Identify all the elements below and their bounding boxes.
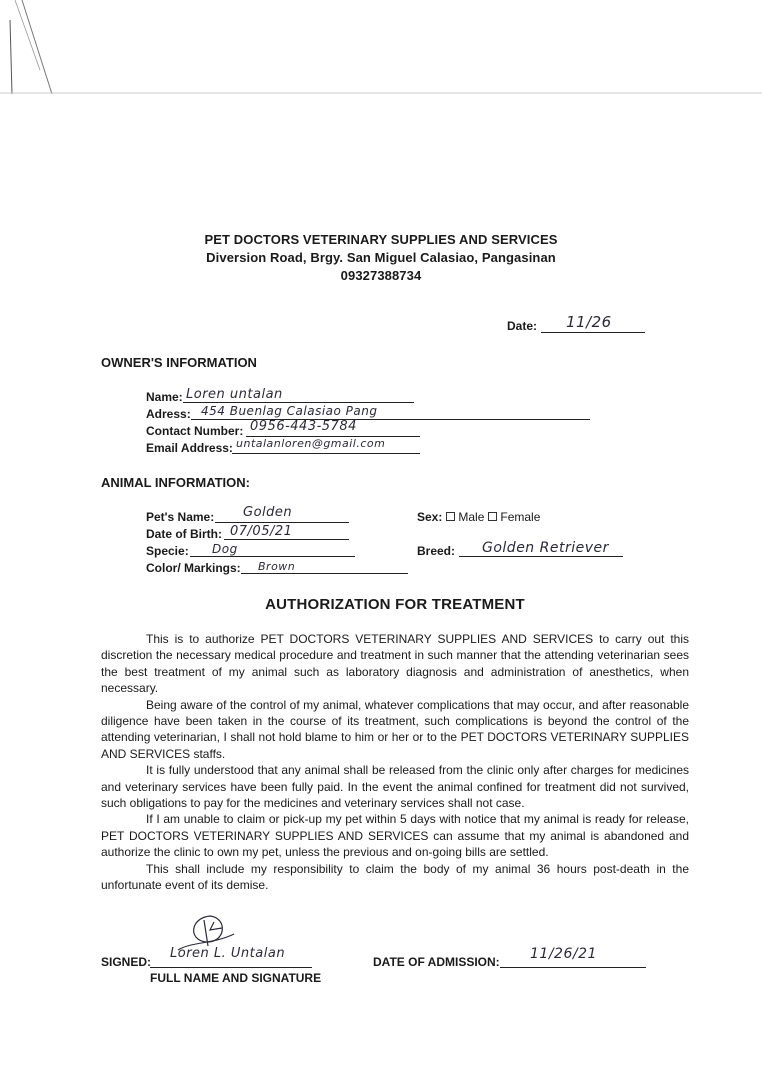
authorization-body	[101, 631, 689, 894]
pet-name-label: Pet's Name:	[146, 510, 215, 524]
breed-line	[459, 556, 623, 557]
specie-label: Specie:	[146, 544, 189, 558]
signed-name-value: Loren L. Untalan	[170, 946, 286, 961]
breed-value: Golden Retriever	[482, 540, 609, 556]
owner-email-line	[232, 453, 420, 454]
date-line	[541, 332, 645, 333]
sex-label: Sex:	[417, 510, 443, 524]
owner-contact-value: 0956-443-5784	[250, 419, 357, 434]
owner-name-value: Loren untalan	[186, 387, 283, 402]
owner-heading: OWNER'S INFORMATION	[101, 355, 257, 370]
date-value: 11/26	[566, 313, 612, 331]
owner-email-value: untalanloren@gmail.com	[236, 437, 386, 450]
color-label: Color/ Markings:	[146, 561, 241, 575]
color-line	[241, 573, 408, 574]
specie-value: Dog	[212, 542, 238, 556]
specie-line	[190, 556, 355, 557]
authorization-title: AUTHORIZATION FOR TREATMENT	[265, 596, 525, 613]
owner-address-label: Adress:	[146, 407, 191, 421]
authorization-paragraph: If I am unable to claim or pick-up my pet within 5 days with notice that my animal is ready for release, PET DOCTORS VETERINARY SUPPLIES AND SERVICES can assume that my animal is abandoned and authorize the clinic to own my pet, unless the previous and on-going bills are settled.	[101, 812, 689, 860]
animal-heading: ANIMAL INFORMATION:	[101, 475, 250, 490]
pet-name-value: Golden	[243, 505, 293, 520]
date-label: Date:	[507, 319, 538, 333]
admission-line	[500, 967, 646, 968]
owner-name-line	[183, 402, 414, 403]
authorization-paragraph: It is fully understood that any animal shall be released from the clinic only after charges for medicines and veterinary services have been fully paid. In the event the animal confined for treatment did not survived, such obligations to pay for the medicines and veterinary services shall not case.	[101, 763, 689, 811]
dob-line	[224, 539, 349, 540]
owner-address-value: 454 Buenlag Calasiao Pang	[201, 404, 378, 418]
clinic-name: PET DOCTORS VETERINARY SUPPLIES AND SERVICES	[204, 232, 558, 247]
sex-female-label: Female	[500, 510, 541, 524]
sex-field	[417, 510, 540, 524]
owner-name-label: Name:	[146, 390, 183, 404]
authorization-paragraph: This shall include my responsibility to claim the body of my animal 36 hours post-death in the unfortunate event of its demise.	[101, 861, 689, 893]
dob-label: Date of Birth:	[146, 527, 222, 541]
clinic-address: Diversion Road, Brgy. San Miguel Calasiao, Pangasinan	[206, 250, 556, 265]
owner-contact-label: Contact Number:	[146, 424, 244, 438]
clinic-phone: 09327388734	[340, 268, 422, 283]
owner-email-label: Email Address:	[146, 441, 233, 455]
admission-label: DATE OF ADMISSION:	[373, 955, 500, 969]
sex-male-checkbox[interactable]	[446, 512, 455, 521]
sex-male-label: Male	[458, 510, 485, 524]
signature-caption: FULL NAME AND SIGNATURE	[150, 971, 322, 985]
color-value: Brown	[258, 560, 296, 573]
signed-label: SIGNED:	[101, 955, 152, 969]
dob-value: 07/05/21	[230, 524, 293, 539]
pet-name-line	[215, 522, 349, 523]
scan-edge-marks	[0, 0, 762, 94]
authorization-paragraph: This is to authorize PET DOCTORS VETERINARY SUPPLIES AND SERVICES to carry out this discretion the necessary medical procedure and treatment in such manner that the attending veterinarian sees the best treatment of my animal such as laboratory diagnosis and administration of anesthetics, when necessary.	[101, 632, 689, 696]
authorization-paragraph: Being aware of the control of my animal, whatever complications that may occur, and after reasonable diligence have been taken in the course of its treatment, such complications is beyond the control of the attending veterinarian, I shall not hold blame to him or her or to the PET DOCTORS VETERINARY SUPPLIES AND SERVICES staffs.	[101, 697, 689, 761]
breed-label: Breed:	[417, 544, 456, 558]
signed-line	[150, 967, 312, 968]
sex-female-checkbox[interactable]	[488, 512, 497, 521]
admission-value: 11/26/21	[530, 946, 597, 962]
